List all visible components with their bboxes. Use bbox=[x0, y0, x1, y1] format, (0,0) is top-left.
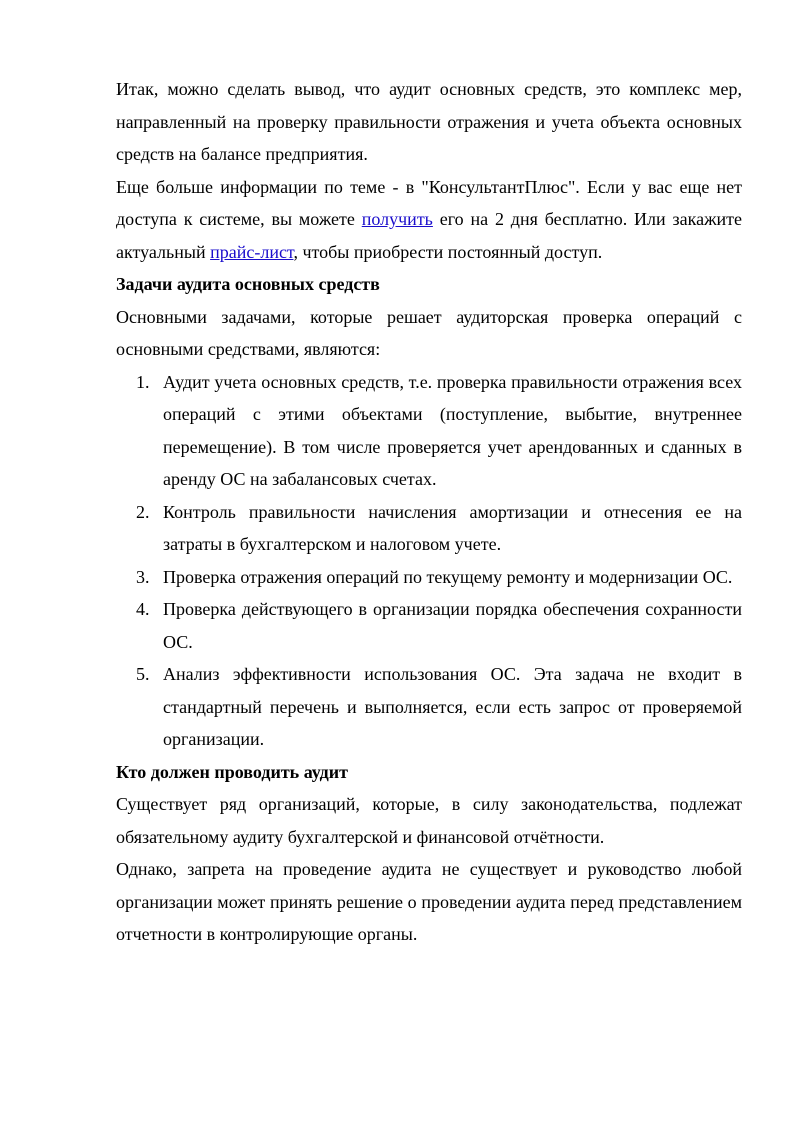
consultant-text-mid: его на 2 дня бесплатно. Или закажите актуальный bbox=[116, 209, 742, 262]
who-heading: Кто должен проводить аудит bbox=[116, 761, 348, 782]
document-page bbox=[116, 73, 742, 951]
list-item bbox=[116, 593, 742, 658]
list-item-number: 3. bbox=[136, 566, 150, 587]
consultant-text-end: , чтобы приобрести постоянный доступ. bbox=[293, 241, 603, 262]
list-item bbox=[116, 561, 742, 594]
tasks-lead-paragraph: Основными задачами, которые решает аудиторская проверка операций с основными средствами, являются: bbox=[116, 306, 742, 359]
list-item-number: 4. bbox=[136, 599, 150, 619]
list-item-number: 2. bbox=[136, 501, 150, 522]
list-item-text: Проверка действующего в организации порядка обеспечения сохранности ОС. bbox=[163, 599, 742, 652]
consultant-text-start: Еще больше информации по теме - в "КонсультантПлюс". Если у вас еще нет доступа к системе, вы можете bbox=[116, 176, 742, 229]
consultant-plus-paragraph bbox=[116, 171, 742, 269]
list-item-number: 5. bbox=[136, 664, 150, 684]
list-item bbox=[116, 496, 742, 561]
list-item-text: Аудит учета основных средств, т.е. проверка правильности отражения всех операций с этими объектами (поступление, выбытие, внутреннее перемещение). В том числе проверяется учет арендованных и сданных в аренду ОС на забалансовых счетах. bbox=[163, 371, 742, 489]
intro-conclusion-paragraph: Итак, можно сделать вывод, что аудит основных средств, это комплекс мер, направленный на проверку правильности отражения и учета объекта основных средств на балансе предприятия. bbox=[116, 79, 742, 164]
list-item bbox=[116, 658, 742, 756]
list-item-number: 1. bbox=[136, 371, 150, 392]
list-item bbox=[116, 366, 742, 496]
tasks-heading: Задачи аудита основных средств bbox=[116, 274, 380, 294]
mandatory-audit-paragraph: Существует ряд организаций, которые, в силу законодательства, подлежат обязательному аудиту бухгалтерской и финансовой отчётности. bbox=[116, 794, 742, 847]
list-item-text: Проверка отражения операций по текущему ремонту и модернизации ОС. bbox=[163, 566, 733, 587]
price-list-link[interactable]: прайс-лист bbox=[210, 241, 294, 262]
get-access-link[interactable]: получить bbox=[361, 209, 433, 229]
list-item-text: Анализ эффективности использования ОС. Эта задача не входит в стандартный перечень и выполняется, если есть запрос от проверяемой организации. bbox=[163, 664, 742, 749]
tasks-list bbox=[116, 366, 742, 756]
voluntary-audit-paragraph: Однако, запрета на проведение аудита не существует и руководство любой организации может принять решение о проведении аудита перед представлением отчетности в контролирующие органы. bbox=[116, 859, 742, 944]
list-item-text: Контроль правильности начисления амортизации и отнесения ее на затраты в бухгалтерском и налоговом учете. bbox=[163, 501, 742, 554]
